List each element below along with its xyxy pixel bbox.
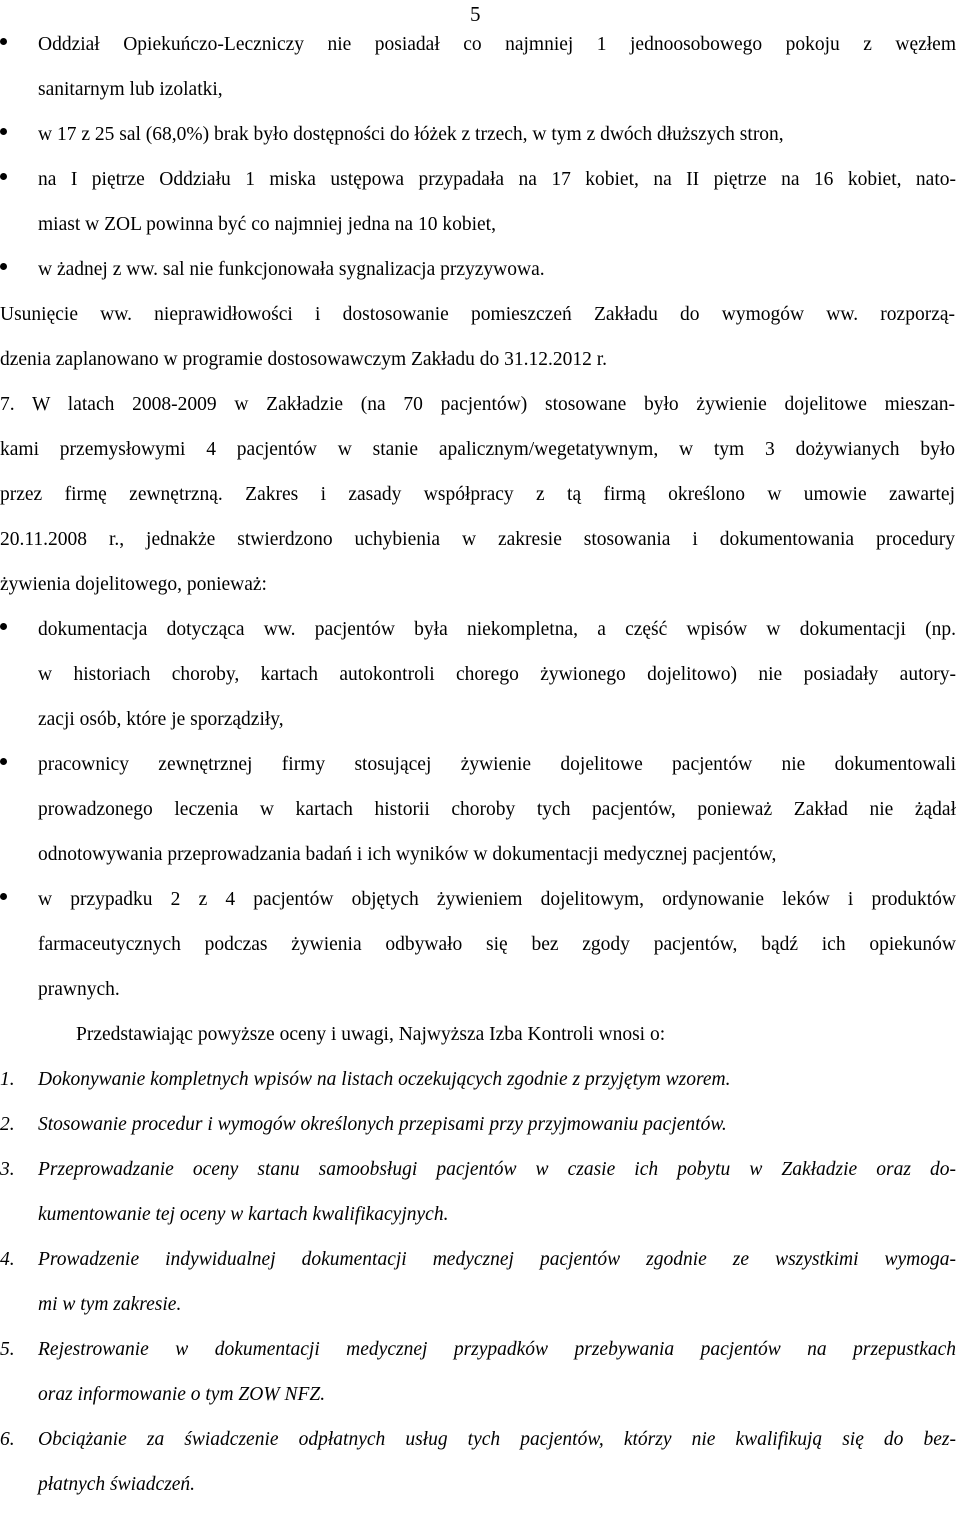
recommendations-intro: Przedstawiając powyższe oceny i uwagi, Najwyższa Izba Kontroli wnosi o: [76,1024,666,1045]
list-item [0,1057,956,1102]
text-line: w 17 z 25 sal (68,0%) brak było dostępności do łóżek z trzech, w tym z dwóch dłuższych stron, [38,124,784,145]
paragraph-removal [0,292,955,382]
recommendations-list [0,1057,960,1507]
section-first-line: W latach 2008-2009 w Zakładzie (na 70 pacjentów) stosowane było żywienie dojelitowe mieszan- [32,394,955,415]
list-item [0,112,956,157]
list-item [0,877,956,1012]
text-line: dzenia zaplanowano w programie dostosowawczym Zakładu do 31.12.2012 r. [0,349,608,370]
text-line: sanitarnym lub izolatki, [38,79,223,100]
bullet-icon [0,893,7,900]
text-line: żywienia dojelitowego, ponieważ: [0,574,267,595]
item-number: 4. [0,1249,15,1270]
text-line: na I piętrze Oddziału 1 miska ustępowa przypadała na 17 kobiet, na II piętrze na 16 kobiet, nato- [38,169,956,190]
text-line: 20.11.2008 r., jednakże stwierdzono uchybienia w zakresie stosowania i dokumentowania procedury [0,529,955,550]
text-line: mi w tym zakresie. [38,1294,182,1315]
document-body [0,22,960,1507]
list-item [0,1102,956,1147]
item-number: 6. [0,1429,15,1450]
text-line: prawnych. [38,979,120,1000]
text-line: odnotowywania przeprowadzania badań i ich wyników w dokumentacji medycznej pacjentów, [38,844,777,865]
item-number: 2. [0,1114,15,1135]
item-number: 5. [0,1339,15,1360]
text-line: miast w ZOL powinna być co najmniej jedna na 10 kobiet, [38,214,496,235]
text-line: pracownicy zewnętrznej firmy stosującej żywienie dojelitowe pacjentów nie dokumentowali [38,754,956,775]
text-line: w historiach choroby, kartach autokontroli chorego żywionego dojelitowo) nie posiadały autory- [38,664,956,685]
list-item [0,1147,956,1237]
text-line: oraz informowanie o tym ZOW NFZ. [38,1384,326,1405]
list-item [0,1417,956,1507]
list-item [0,247,956,292]
text-line: Usunięcie ww. nieprawidłowości i dostosowanie pomieszczeń Zakładu do wymogów ww. rozporzą- [0,304,955,325]
text-line: Oddział Opiekuńczo-Leczniczy nie posiadał co najmniej 1 jednoosobowego pokoju z węzłem [38,34,956,55]
text-line: Stosowanie procedur i wymogów określonych przepisami przy przyjmowaniu pacjentów. [38,1114,727,1135]
bullet-icon [0,128,7,135]
list-item [0,742,956,877]
text-line: kumentowanie tej oceny w kartach kwalifikacyjnych. [38,1204,449,1225]
text-line: kami przemysłowymi 4 pacjentów w stanie apalicznym/wegetatywnym, w tym 3 dożywianych było [0,439,955,460]
text-line: dokumentacja dotycząca ww. pacjentów była niekompletna, a część wpisów w dokumentacji (np. [38,619,956,640]
bullet-icon [0,758,7,765]
list-item [0,607,956,742]
text-line: Prowadzenie indywidualnej dokumentacji medycznej pacjentów zgodnie ze wszystkimi wymoga- [38,1249,956,1270]
section-7 [0,382,955,607]
list-item [0,22,956,112]
bullet-list-nutrition [0,607,960,1012]
text-line: Obciążanie za świadczenie odpłatnych usług tych pacjentów, którzy nie kwalifikują się do bez- [38,1429,956,1450]
bullet-icon [0,263,7,270]
text-line: zacji osób, które je sporządziły, [38,709,284,730]
bullet-icon [0,623,7,630]
text-line [0,382,955,427]
list-item [0,1327,956,1417]
text-line: farmaceutycznych podczas żywienia odbywało się bez zgody pacjentów, bądź ich opiekunów [38,934,956,955]
text-line: Przeprowadzanie oceny stanu samoobsługi pacjentów w czasie ich pobytu w Zakładzie oraz do- [38,1159,956,1180]
page-number: 5 [470,2,481,26]
bullet-icon [0,173,7,180]
text-line: prowadzonego leczenia w kartach historii choroby tych pacjentów, ponieważ Zakład nie żądał [38,799,956,820]
text-line: Rejestrowanie w dokumentacji medycznej przypadków przebywania pacjentów na przepustkach [38,1339,956,1360]
list-item [0,157,956,247]
bullet-list-facilities [0,22,960,292]
item-number: 1. [0,1069,15,1090]
section-number: 7. [0,394,15,415]
text-line: w przypadku 2 z 4 pacjentów objętych żywieniem dojelitowym, ordynowanie leków i produktów [38,889,956,910]
text-line: w żadnej z ww. sal nie funkcjonowała sygnalizacja przyzywowa. [38,259,545,280]
text-line: płatnych świadczeń. [38,1474,196,1495]
text-line: przez firmę zewnętrzną. Zakres i zasady współpracy z tą firmą określono w umowie zawartej [0,484,955,505]
list-item [0,1237,956,1327]
text-line: Dokonywanie kompletnych wpisów na listach oczekujących zgodnie z przyjętym wzorem. [38,1069,731,1090]
item-number: 3. [0,1159,15,1180]
bullet-icon [0,38,7,45]
